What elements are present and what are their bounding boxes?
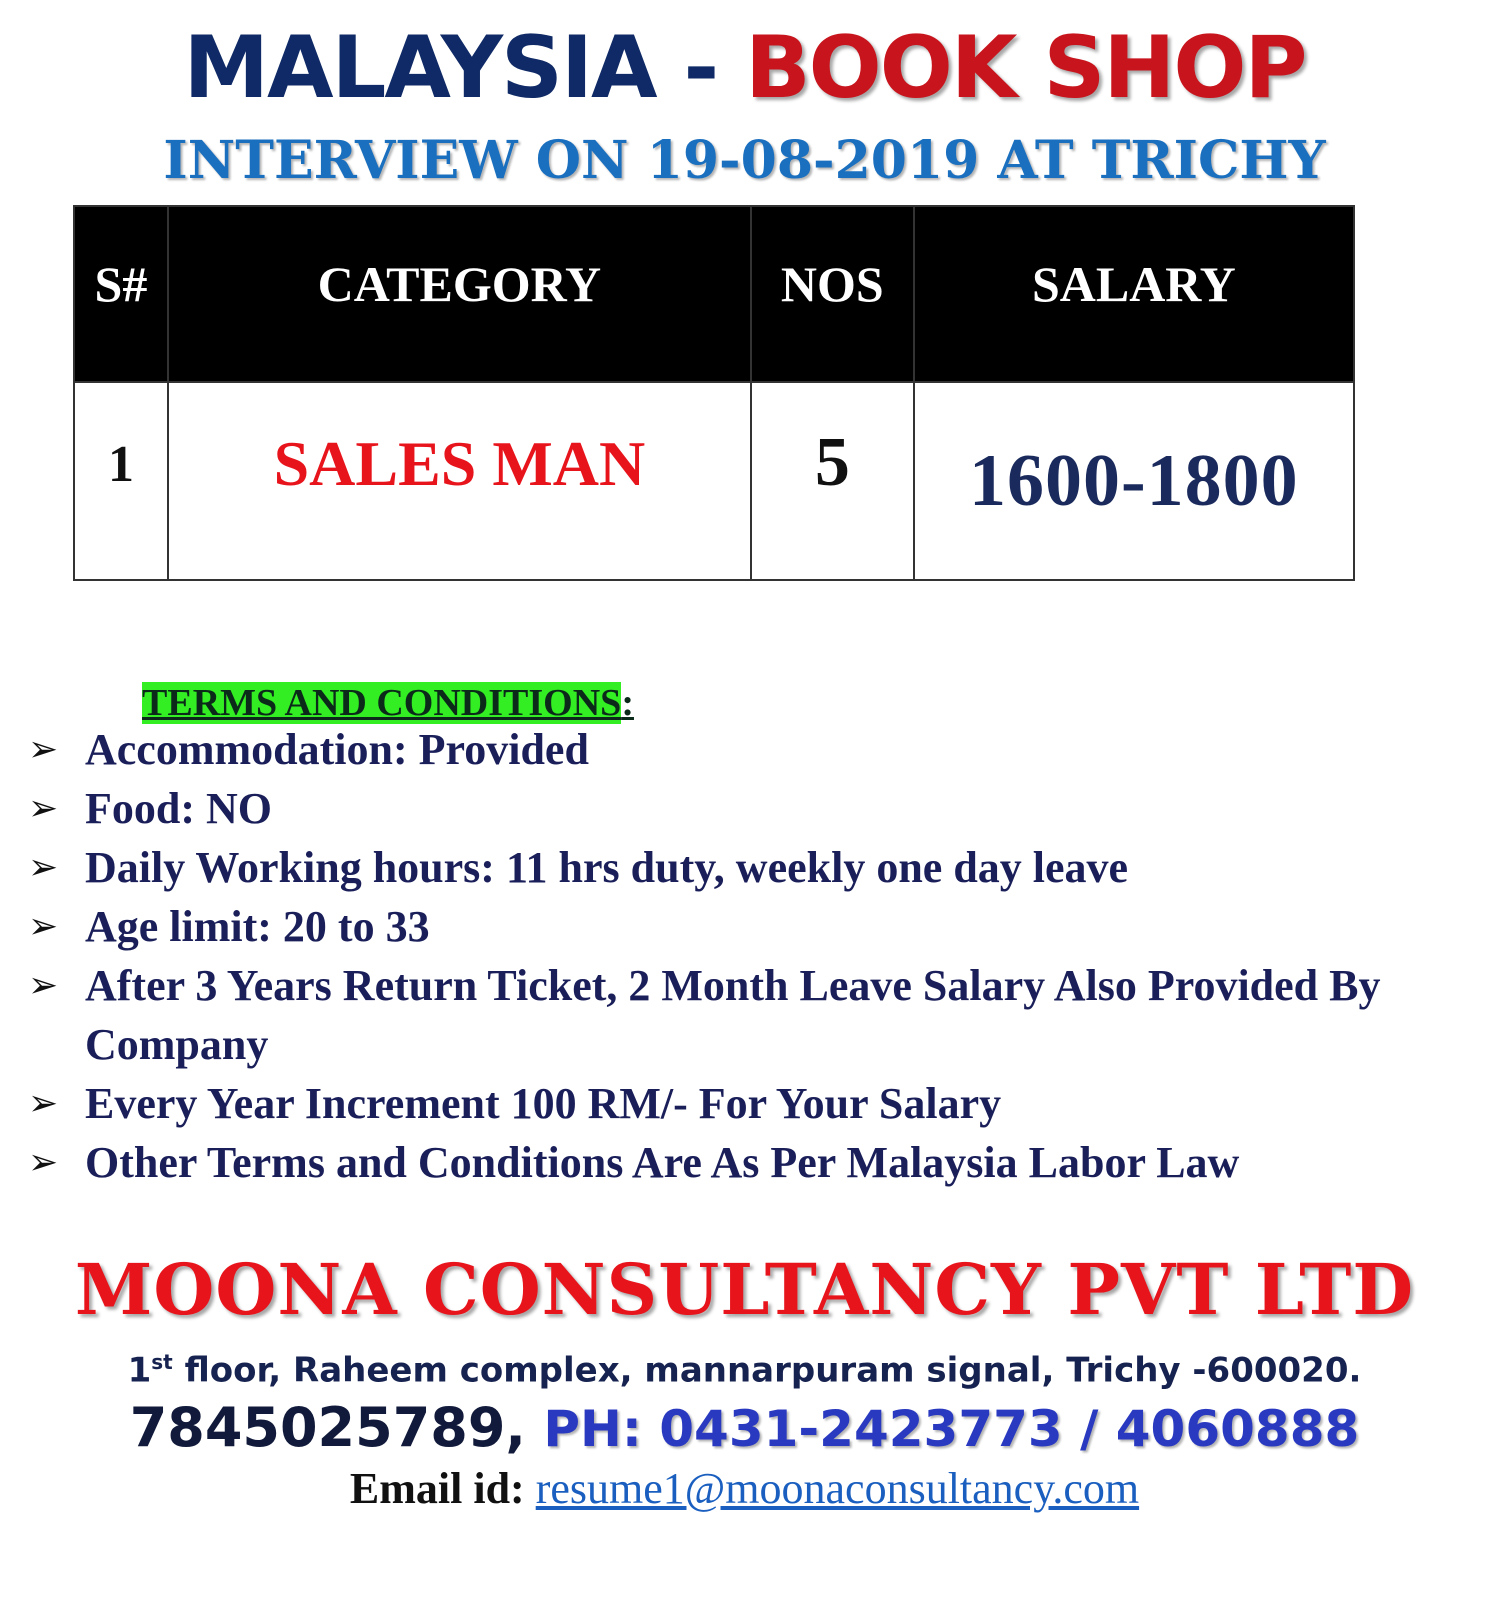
list-item (0, 838, 1489, 897)
list-item (0, 897, 1489, 956)
header-nos: NOS (751, 206, 914, 382)
term-text: Daily Working hours: 11 hrs duty, weekly one day leave (85, 843, 1129, 892)
email-link[interactable]: resume1@moonaconsultancy.com (535, 1464, 1140, 1513)
arrow-bullet-icon: ➢ (28, 965, 59, 1006)
cell-nos: 5 (751, 382, 914, 580)
list-item-continuation (0, 1015, 1489, 1074)
list-item (0, 1074, 1489, 1133)
arrow-bullet-icon: ➢ (28, 729, 59, 770)
address-ordinal: st (151, 1350, 173, 1374)
arrow-bullet-icon: ➢ (28, 906, 59, 947)
term-text: Every Year Increment 100 RM/- For Your Salary (85, 1079, 1002, 1128)
cell-sn: 1 (74, 382, 168, 580)
arrow-bullet-icon: ➢ (28, 1083, 59, 1124)
table-header-row (74, 206, 1354, 382)
title-country: MALAYSIA (183, 18, 656, 118)
title-business: BOOK SHOP (745, 18, 1306, 118)
contact-phones (0, 1396, 1489, 1461)
header-category: CATEGORY (168, 206, 751, 382)
arrow-bullet-icon: ➢ (28, 1142, 59, 1183)
term-text: After 3 Years Return Ticket, 2 Month Leave Salary Also Provided By (85, 961, 1381, 1010)
list-item (0, 956, 1489, 1015)
address-text: floor, Raheem complex, mannarpuram signal, Trichy -600020. (172, 1350, 1362, 1391)
header-salary: SALARY (914, 206, 1354, 382)
title-separator: - (683, 18, 718, 118)
arrow-bullet-icon: ➢ (28, 788, 59, 829)
address-number: 1 (127, 1350, 152, 1391)
term-text: Food: NO (85, 784, 272, 833)
jobs-table (73, 205, 1355, 581)
terms-list (0, 720, 1489, 1192)
header-sn: S# (74, 206, 168, 382)
list-item (0, 779, 1489, 838)
arrow-bullet-icon: ➢ (28, 847, 59, 888)
mobile-number: 7845025789, (129, 1396, 526, 1459)
table-row (74, 382, 1354, 580)
page-title (0, 18, 1489, 118)
list-item (0, 1133, 1489, 1192)
contact-email (0, 1460, 1489, 1518)
terms-heading-text: TERMS AND CONDITIONS (142, 682, 622, 724)
term-text: Company (85, 1020, 269, 1069)
company-name: MOONA CONSULTANCY PVT LTD (74, 1248, 1415, 1331)
email-label: Email id: (349, 1464, 525, 1513)
cell-category: SALES MAN (168, 382, 751, 580)
phone-numbers: PH: 0431-2423773 / 4060888 (543, 1400, 1360, 1458)
term-text: Age limit: 20 to 33 (85, 902, 430, 951)
term-text: Other Terms and Conditions Are As Per Malaysia Labor Law (85, 1138, 1240, 1187)
list-item (0, 720, 1489, 779)
company-address (0, 1340, 1489, 1392)
term-text: Accommodation: Provided (85, 725, 589, 774)
cell-salary: 1600-1800 (914, 382, 1354, 580)
interview-line: INTERVIEW ON 19-08-2019 AT TRICHY (163, 130, 1326, 191)
terms-heading-colon: : (621, 682, 634, 724)
